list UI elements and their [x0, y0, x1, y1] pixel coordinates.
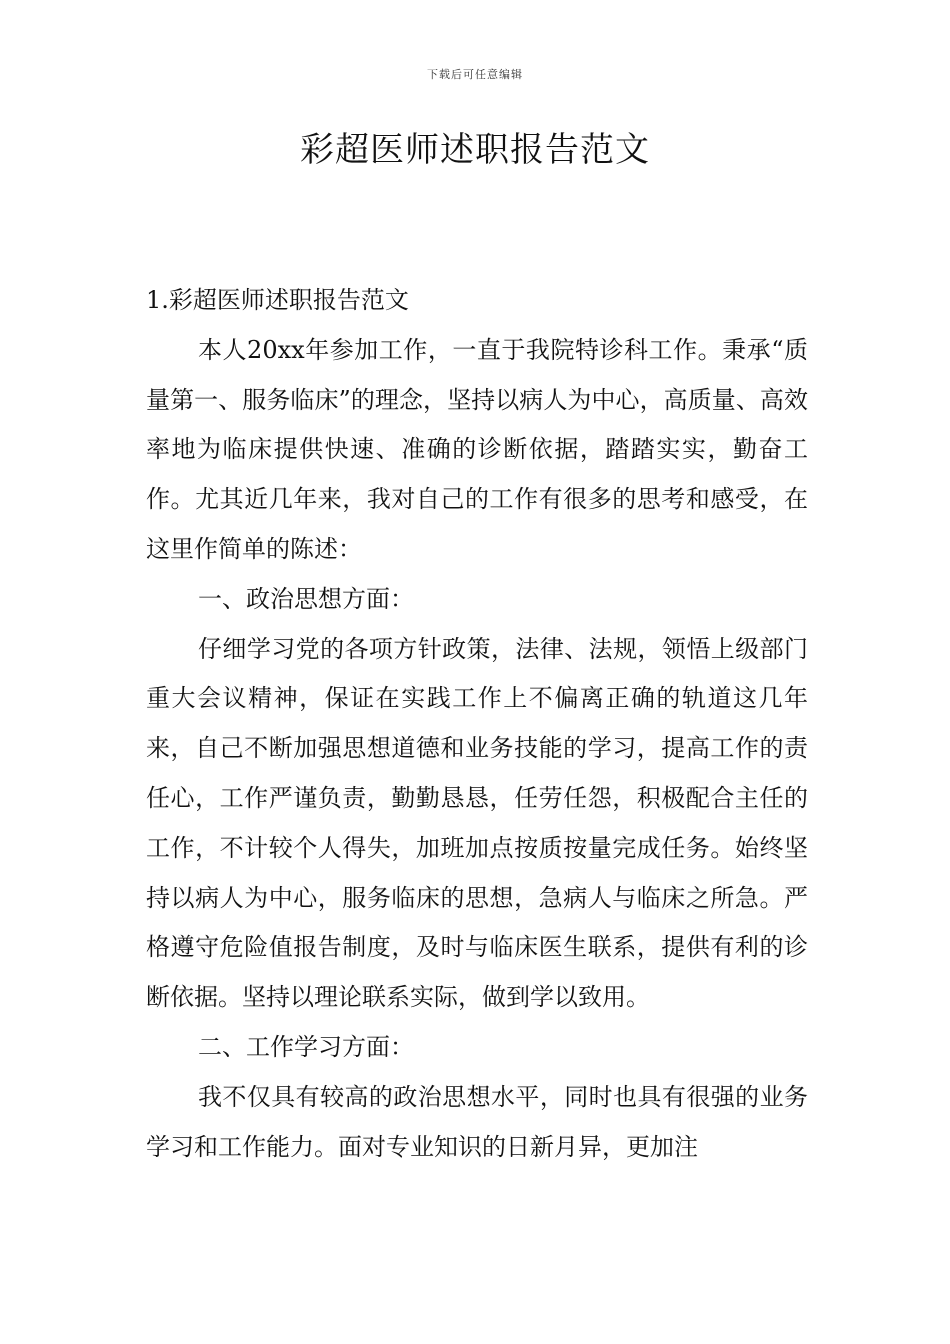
paragraph-intro: 本人20xx年参加工作，一直于我院特诊科工作。秉承“质量第一、服务临床”的理念，坚持以病人为中心，高质量、高效率地为临床提供快速、准确的诊断依据，踏踏实实，勤奋工作。尤其近几年来，我对自己的工作有很多的思考和感受，在这里作简单的陈述：: [146, 335, 808, 563]
section-heading: 1.彩超医师述职报告范文: [146, 286, 409, 314]
header-note: 下载后可任意编辑: [427, 68, 523, 81]
paragraph-work-study: 我不仅具有较高的政治思想水平，同时也具有很强的业务学习和工作能力。面对专业知识的日新月异，更加注: [146, 1082, 808, 1161]
document-title: 彩超医师述职报告范文: [300, 130, 650, 170]
subheading-political: 一、政治思想方面：: [198, 584, 414, 613]
paragraph-political: 仔细学习党的各项方针政策，法律、法规，领悟上级部门重大会议精神，保证在实践工作上不偏离正确的轨道这几年来，自己不断加强思想道德和业务技能的学习，提高工作的责任心，工作严谨负责，勤勤恳恳，任劳任怨，积极配合主任的工作，不计较个人得失，加班加点按质按量完成任务。始终坚持以病人为中心，服务临床的思想，急病人与临床之所急。严格遵守危险值报告制度，及时与临床医生联系，提供有利的诊断依据。坚持以理论联系实际，做到学以致用。: [146, 634, 808, 1012]
document-body: [146, 276, 808, 1172]
subheading-work-study: 二、工作学习方面：: [198, 1032, 414, 1061]
